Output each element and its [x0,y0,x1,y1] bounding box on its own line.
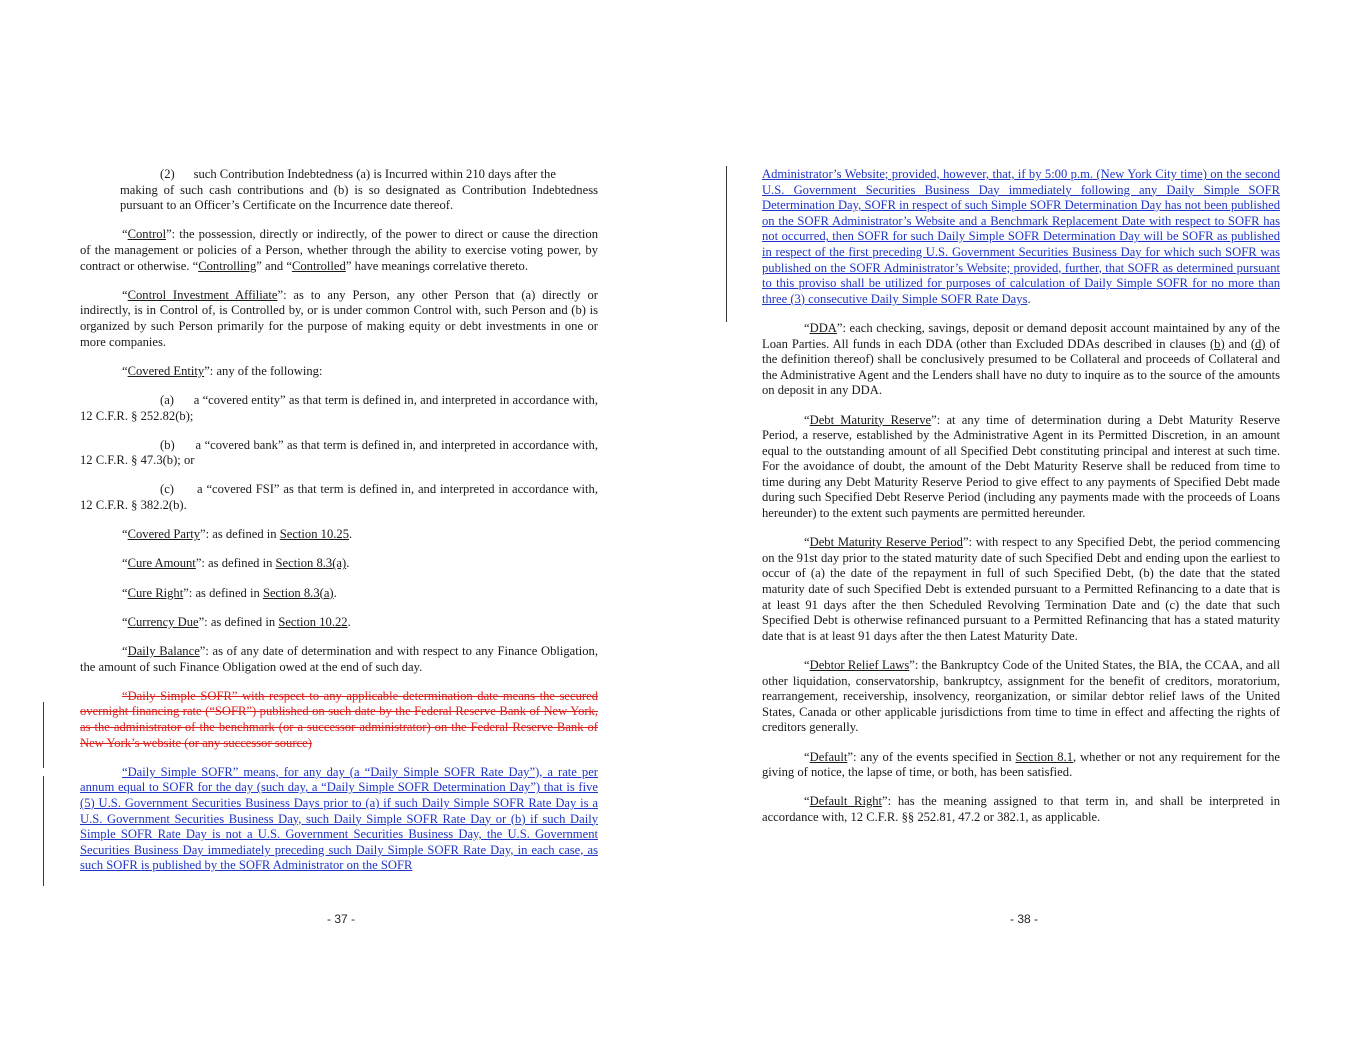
term-debt-maturity-reserve-period: Debt Maturity Reserve Period [809,535,963,550]
ref-section-8-1[interactable]: Section 8.1 [1015,749,1073,764]
term-default: Default [809,749,848,764]
term-dda: DDA [809,320,837,335]
def-default-right: “Default Right”: has the meaning assigned to that term in, and shall be interpreted in accordance with, 12 C.F.R. §§ 252.81, 47.2 or 382.1, as applicable. [762,794,1280,824]
page-number-38: - 38 - [1010,912,1039,926]
and-text: ” and “ [256,258,292,273]
quote: “ [122,227,128,242]
page-38 [682,0,1365,1055]
def-cure-right: “Cure Right”: as defined in Section 8.3(a). [122,585,337,600]
ref-section-8-3a[interactable]: Section 8.3(a) [275,556,347,571]
def-default-right-text: ”: has the meaning assigned to that term in, and shall be interpreted in accordance with, 12 C.F.R. §§ 252.81, 47.2 or 382.1, as applicable. [762,794,1280,824]
deleted-term: “Daily Simple SOFR [122,688,232,703]
term-controlled: Controlled [291,258,346,273]
term-covered-entity: Covered Entity [127,363,205,378]
def-drl-text: ”: the Bankruptcy Code of the United States, the BIA, the CCAA, and all other liquidation, conservatorship, bankruptcy, assignment for the benefit of creditors, moratorium, rearrangement, receivership, insolvency, reorganization, or similar debtor relief laws of the United States, Canada or other applicable jurisdictions from time to time in effect and affecting the rights of creditors generally. [762,658,1280,735]
term-currency-due: Currency Due [127,614,199,629]
inserted-sofr-continued [762,167,1280,307]
covered-entity-a: (a) a “covered entity” as that term is defined in, and interpreted in accordance with, 12 C.F.R. § 252.82(b); [80,392,598,423]
ref-section-10-25[interactable]: Section 10.25 [279,527,349,542]
def-debtor-relief-laws: “Debtor Relief Laws”: the Bankruptcy Code of the United States, the BIA, the CCAA, and all other liquidation, conservatorship, bankruptcy, assignment for the benefit of creditors, moratorium, rearrangement, receivership, insolvency, reorganization, or similar debtor relief laws of the United States, Canada or other applicable jurisdictions from time to time in effect and affecting the rights of creditors generally. [762,658,1280,735]
def-debt-maturity-reserve: “Debt Maturity Reserve”: at any time of determination during a Debt Maturity Reserve Period, a reserve, established by the Administrative Agent in its Permitted Discretion, in an amount equal to the outstanding amount of all Specified Debt constituting principal and interest at such time. For the avoidance of doubt, the amount of the Debt Maturity Reserve shall be reduced from time to time during any Debt Maturity Reserve Period to give effect to any payments of Specified Debt made during such Specified Debt Reserve Period (including any payments made with the proceeds of Loans hereunder) to the extent such payments are permitted hereunder. [762,412,1280,521]
change-bar-inserted [43,776,44,886]
ref-section-10-22[interactable]: Section 10.22 [278,614,348,629]
term-cure-amount: Cure Amount [127,556,196,571]
change-bar-deleted [43,702,44,768]
def-control [80,227,598,274]
term-covered-party: Covered Party [127,527,200,542]
ref-clause-d[interactable]: (d) [1250,336,1266,351]
term-default-right: Default Right [809,794,883,809]
def-daily-balance-text: ”: as of any date of determination and with respect to any Finance Obligation, the amount of such Finance Obligation owed at the end of such day. [80,644,598,674]
def-debt-maturity-reserve-period: “Debt Maturity Reserve Period”: with respect to any Specified Debt, the period commencing on the 91st day prior to the stated maturity date of such Specified Debt and ending upon the earliest to occur of (a) the date of the repayment in full of such Specified Debt, (b) the date that the stated maturity date of such Specified Debt is extended pursuant to a Permitted Refinancing to a date that is at least 91 days after the then Scheduled Revolving Termination Date and (c) the date that such Specified Debt is otherwise refinanced pursuant to a Permitted Refinancing that has a stated maturity date that is at least 91 days after the then Latest Maturity Date. [762,535,1280,643]
deleted-daily-simple-sofr [80,689,598,751]
term-daily-balance: Daily Balance [127,644,200,658]
page-37 [0,0,682,1055]
def-currency-due-text: ”: as defined in [198,614,279,629]
term-debt-maturity-reserve: Debt Maturity Reserve [809,412,932,427]
and-text: and [1224,336,1251,351]
def-default-text-1: ”: any of the events specified in [847,749,1016,764]
inserted-sofr-cont-text: Administrator’s Website; provided, however, that, if by 5:00 p.m. (New York City time) on the second U.S. Government Securities Business Day immediately following any Daily Simple SOFR Determination Day, SOFR in respect of such Simple SOFR Determination Day has not been published on the SOFR Administrator’s Website and a Benchmark Replacement Date with respect to SOFR has not occurred, then SOFR for such Daily Simple SOFR Determination Day will be SOFR as published in respect of the first preceding U.S. Government Securities Business Day for which such SOFR was published on the SOFR Administrator’s Website; provided, further, that SOFR as determined pursuant to this proviso shall be utilized for purposes of calculation of Daily Simple SOFR for no more than three (3) consecutive Daily Simple SOFR Rate Days [762,167,1280,306]
period: . [1027,291,1031,306]
para-contribution-2-rest: making of such cash contributions and (b) is so designated as Contribution Indebtedness pursuant to an Officer’s Certificate on the Incurrence date thereof. [120,182,598,213]
def-dmrp-text: ”: with respect to any Specified Debt, the period commencing on the 91st day prior to the stated maturity date of such Specified Debt and ending upon the earliest to occur of (a) the date of the repayment in full of such Specified Debt, (b) the date that the stated maturity date of such Specified Debt is extended pursuant to a Permitted Refinancing to a date that is at least 91 days after the then Scheduled Revolving Termination Date and (c) the date that such Specified Debt is otherwise refinanced pursuant to a Permitted Refinancing that has a stated maturity date that is at least 91 days after the then Latest Maturity Date. [762,535,1280,643]
def-default: “Default”: any of the events specified in Section 8.1, whether or not any requirement for the giving of notice, the lapse of time, or both, has been satisfied. [762,749,1280,780]
para-contribution-2-intro: (2) such Contribution Indebtedness (a) is Incurred within 210 days after the [160,167,556,181]
def-covered-party-text: ”: as defined in [200,527,280,542]
deleted-text: ” with respect to any applicable determination date means the secured overnight financing rate (“SOFR”) published on such date by the Federal Reserve Bank of New York, as the administrator of the benchmark (or a successor administrator) on the Federal Reserve Bank of New York’s website (or any successor source) [80,688,598,750]
page-number-37: - 37 - [327,912,356,926]
def-cia-text: ”: as to any Person, any other Person that (a) directly or indirectly, is in Control of, is Controlled by, or is under common Control with, such Person and (b) is organized by such Person primarily for the purpose of making equity or debt investments in one or more companies. [80,287,598,349]
def-cure-right-text: ”: as defined in [183,585,263,600]
def-covered-entity-text: ”: any of the following: [204,363,323,378]
def-dda-text-1: ”: each checking, savings, deposit or demand deposit account maintained by any of the Loan Parties. All funds in each DDA (other than Excluded DDAs described in clauses [762,320,1280,351]
def-dda: “DDA”: each checking, savings, deposit or demand deposit account maintained by any of the Loan Parties. All funds in each DDA (other than Excluded DDAs described in clauses (b) and (d) of the definition thereof) shall be conclusively presumed to be Collateral and proceeds of Collateral and the Administrative Agent and the Lenders shall have no duty to inquire as to the source of the amounts on deposit in any DDA. [762,320,1280,398]
page-37-body [80,167,598,874]
page-38-body [762,167,1280,826]
def-cure-amount: “Cure Amount”: as defined in Section 8.3(a). [122,556,350,571]
def-covered-party: “Covered Party”: as defined in Section 10.25. [122,527,353,542]
def-dmr-text: ”: at any time of determination during a Debt Maturity Reserve Period, a reserve, established by the Administrative Agent in its Permitted Discretion, in an amount equal to the outstanding amount of all Specified Debt constituting principal and interest at such time. For the avoidance of doubt, the amount of the Debt Maturity Reserve shall be reduced from time to time during any Debt Maturity Reserve Period to give effect to any payments of Specified Debt made during such Specified Debt Reserve Period (including any payments made with the proceeds of Loans hereunder) to the extent such payments are permitted hereunder. [762,412,1280,521]
def-currency-due: “Currency Due”: as defined in Section 10.22. [122,614,351,629]
covered-entity-b: (b) a “covered bank” as that term is defined in, and interpreted in accordance with, 12 C.F.R. § 47.3(b); or [80,437,598,468]
term-cia: Control Investment Affiliate [127,287,278,302]
term-control: Control [127,227,167,242]
ref-section-8-3a[interactable]: Section 8.3(a) [262,585,334,600]
change-bar-inserted-cont [726,166,727,322]
def-control-text: ”: the possession, directly or indirectly, of the power to direct or cause the direction of the management or policies of a Person, whether through the ability to exercise voting power, by contract or otherwise. “ [80,227,598,273]
def-daily-balance: “Daily Balance”: as of any date of determination and with respect to any Finance Obligation, the amount of such Finance Obligation owed at the end of such day. [80,644,598,674]
def-control-end: ” have meanings correlative thereto. [345,258,529,273]
def-control-investment-affiliate: “Control Investment Affiliate”: as to any Person, any other Person that (a) directly or indirectly, is in Control of, is Controlled by, or is under common Control with, such Person and (b) is organized by such Person primarily for the purpose of making equity or debt investments in one or more companies. [80,287,598,349]
def-covered-entity: “Covered Entity”: any of the following: [122,363,323,378]
inserted-daily-simple-sofr: “Daily Simple SOFR” means, for any day (a “Daily Simple SOFR Rate Day”), a rate per annum equal to SOFR for the day (such day, a “Daily Simple SOFR Determination Day”) that is five (5) U.S. Government Securities Business Days prior to (a) if such Daily Simple SOFR Rate Day is a U.S. Government Securities Business Day, such Daily Simple SOFR Rate Day or (b) if such Daily Simple SOFR Rate Day is not a U.S. Government Securities Business Day, the U.S. Government Securities Business Day immediately preceding such Daily Simple SOFR Rate Day, in each case, as such SOFR is published by the SOFR Administrator on the SOFR [80,764,598,873]
term-cure-right: Cure Right [127,585,184,600]
para-contribution-2 [80,167,598,214]
covered-entity-c: (c) a “covered FSI” as that term is defined in, and interpreted in accordance with, 12 C.F.R. § 382.2(b). [80,482,598,513]
def-dda-text-2: of the definition thereof) shall be conclusively presumed to be Collateral and proceeds of Collateral and the Administrative Agent and the Lenders shall have no duty to inquire as to the source of the amounts on deposit in any DDA. [762,336,1280,398]
ref-clause-b[interactable]: (b) [1209,336,1225,351]
def-cure-amount-text: ”: as defined in [195,556,276,571]
term-controlling: Controlling [198,258,257,273]
def-default-text-2: , whether or not any requirement for the giving of notice, the lapse of time, or both, has been satisfied. [762,749,1280,780]
term-debtor-relief-laws: Debtor Relief Laws [809,658,910,672]
